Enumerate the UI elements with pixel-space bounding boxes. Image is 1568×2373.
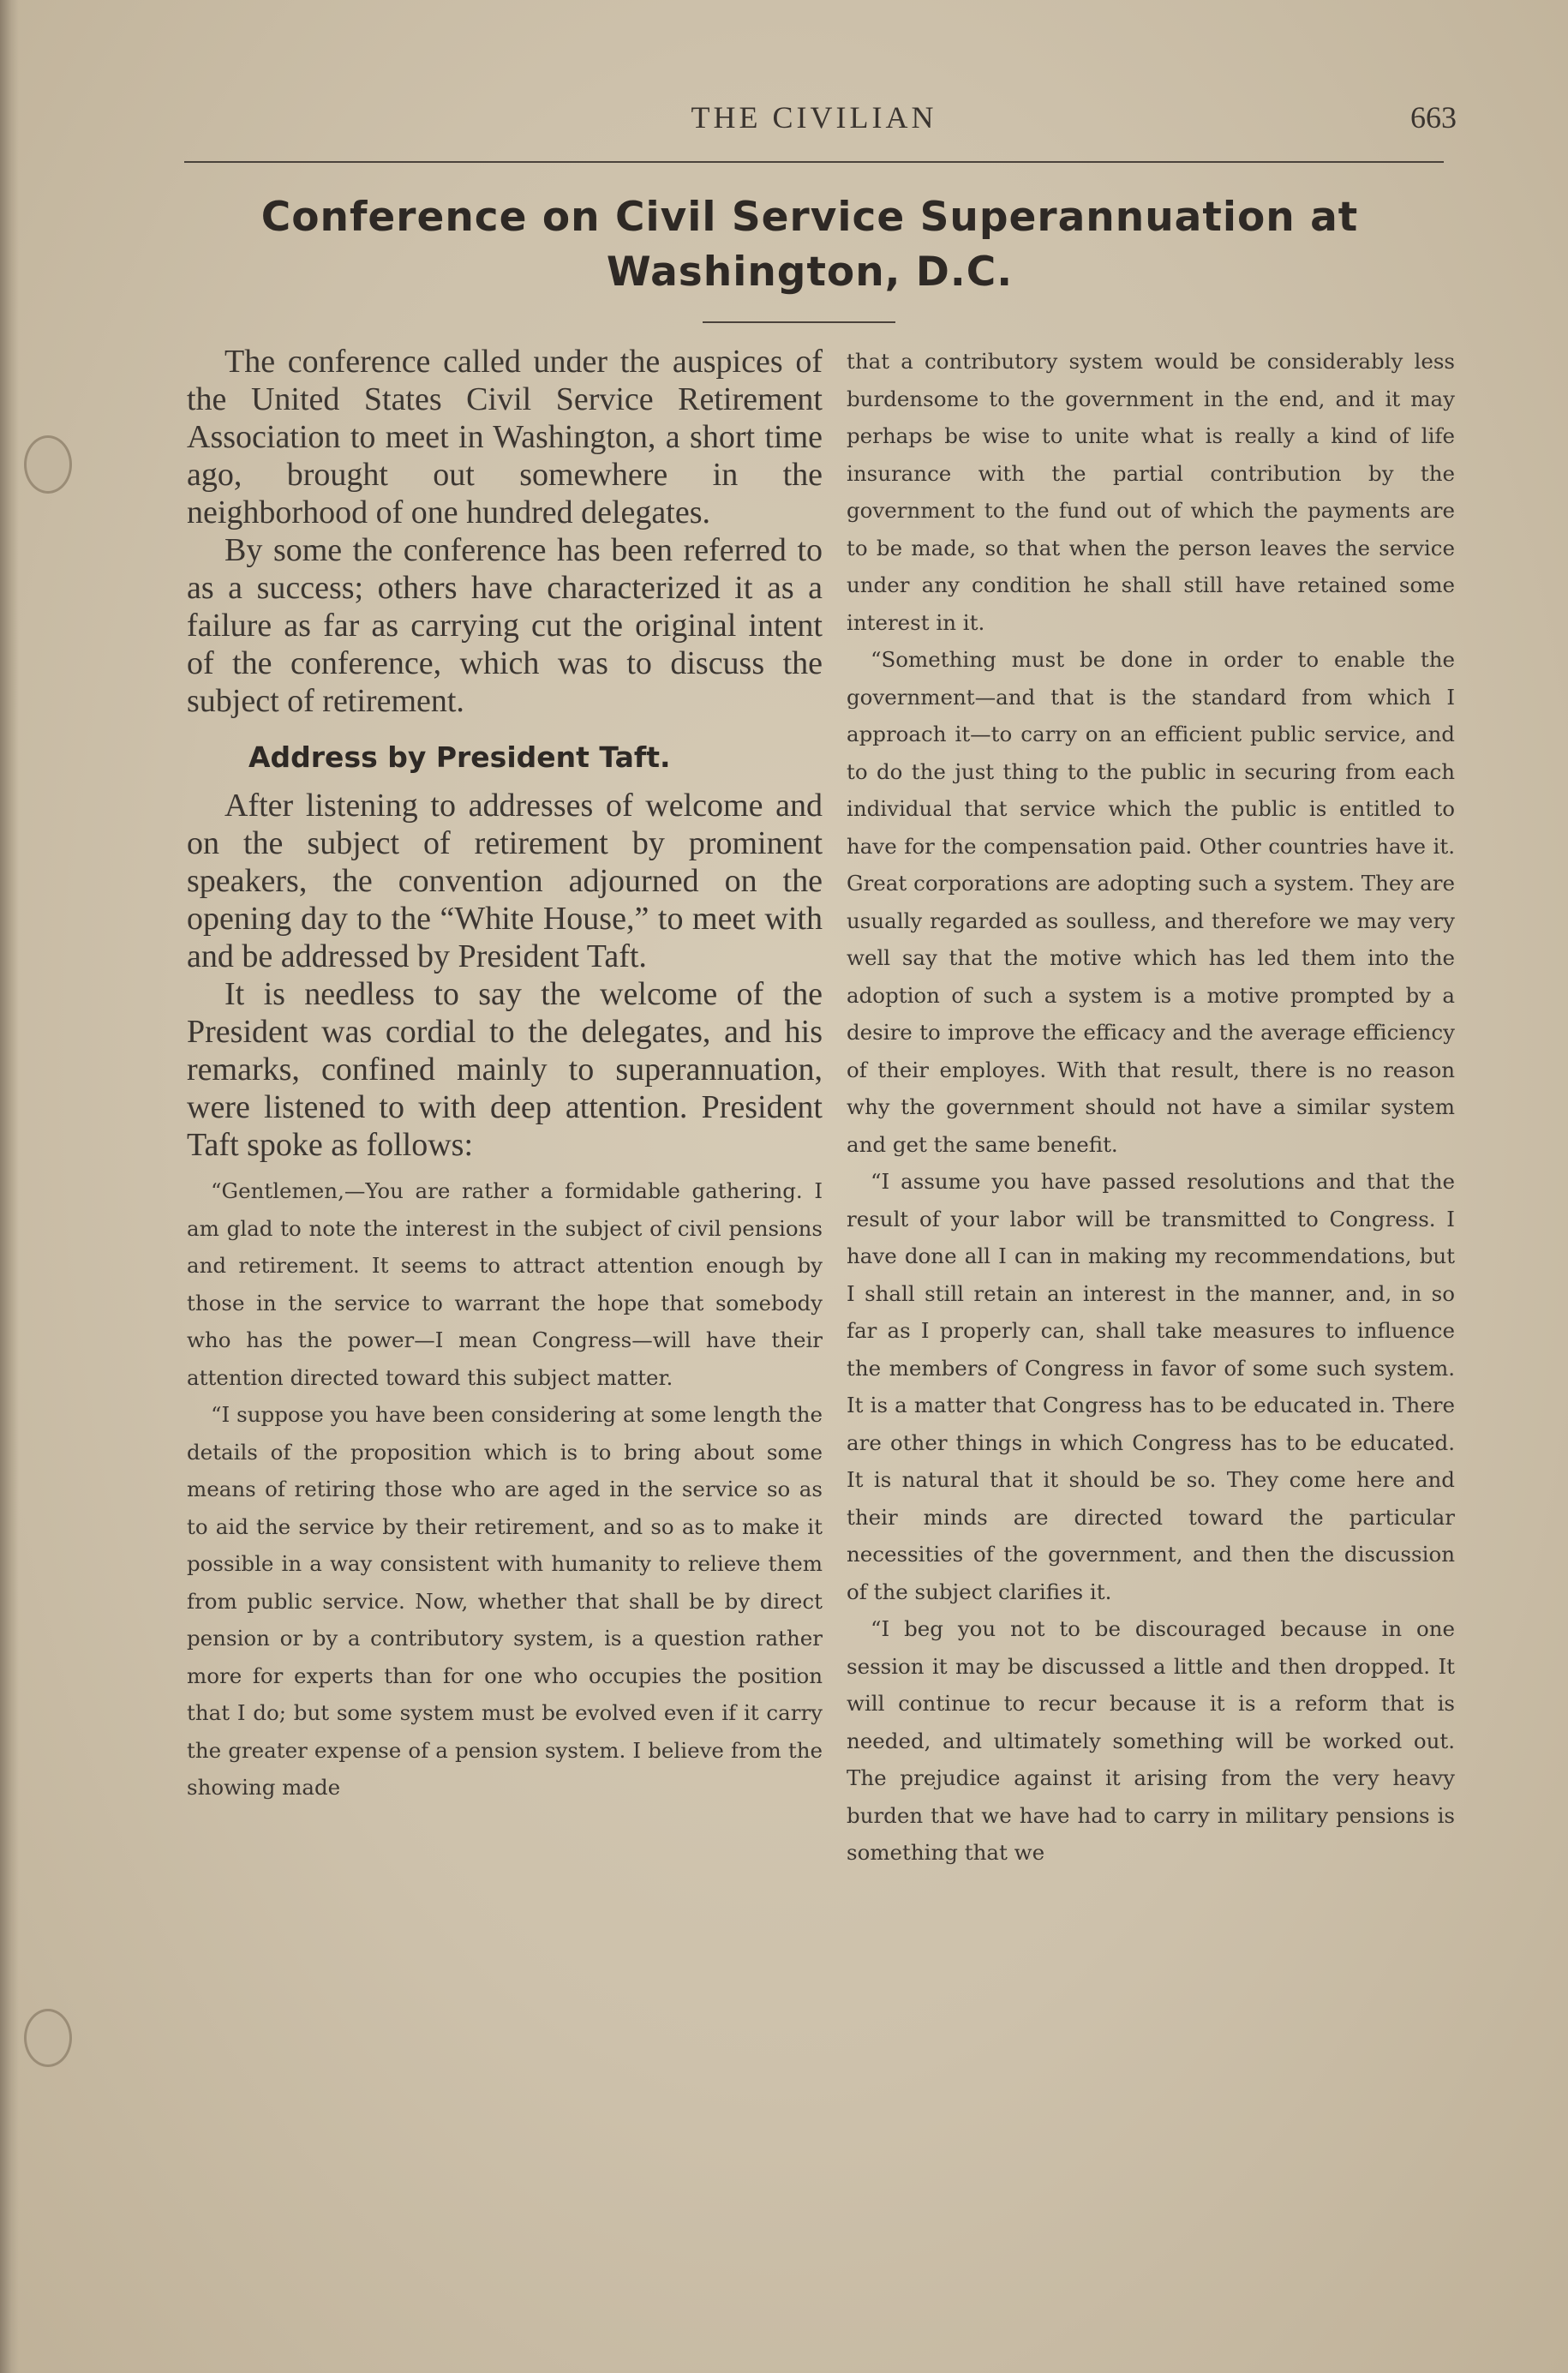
speech-paragraph: “I suppose you have been considering at some length the details of the proposition which is to bring about some means of retiring those who are aged in the service so as to aid the service by their retirement, and so as to make it possible in a way consistent with humanity to relieve them from public service. Now, whether that shall be by direct pension or by a contributory system, is a question rather more for experts than for one who occupies the position that I do; but some system must be evolved even if it carry the greater expense of a pension system. I believe from the showing made [187, 1402, 823, 1800]
intro-paragraph: By some the conference has been referred to as a success; others have characterized it as a failure as far as carrying cut the original intent of the conference, which was to discuss the subject of retirement. [187, 532, 823, 719]
section-subheading: Address by President Taft. [248, 740, 671, 774]
speech-paragraph: “I beg you not to be discouraged because in one session it may be discussed a little and then dropped. It will continue to recur because it is a reform that is needed, and ultimately something will be worked out. The prejudice against it arising from the very heavy burden that we have had to carry in military pensions is something that we [847, 1616, 1455, 1865]
header-rule [184, 161, 1444, 163]
body-paragraph: After listening to addresses of welcome and on the subject of retirement by prominent speakers, the convention adjourned on the opening day to the “White House,” to meet with and be addressed by President Taft. [187, 788, 823, 974]
binding-edge [0, 0, 19, 2373]
speech-paragraph-continued: that a contributory system would be considerably less burdensome to the government in the end, and it may perhaps be wise to unite what is really a kind of life insurance with the partial contribution by the government to the fund out of which the payments are to be made, so that when the person leaves the service under any condition he shall still have retained some interest in it. [847, 349, 1455, 635]
binding-hole-top [24, 435, 72, 494]
running-header-title: THE CIVILIAN [691, 100, 937, 135]
speech-paragraph: “Gentlemen,—You are rather a formidable gathering. I am glad to note the interest in the subject of civil pensions and retirement. It seems to attract attention enough by those in the service to warrant the hope that somebody who has the power—I mean Congress—will have their attention directed toward this subject matter. [187, 1178, 823, 1390]
body-paragraph: It is needless to say the welcome of the President was cordial to the delegates, and his remarks, confined mainly to superannuation, were listened to with deep attention. President Taft spoke as follows: [187, 976, 823, 1163]
intro-paragraph: The conference called under the auspices of the United States Civil Service Retirement Association to meet in Washington, a short time ago, brought out somewhere in the neighborhood of one hundred delegates. [187, 344, 823, 530]
article-title: Conference on Civil Service Superannuation at Washington, D.C. [260, 194, 1359, 296]
binding-hole-bottom [24, 2009, 72, 2067]
left-column [187, 343, 823, 1807]
title-rule [703, 321, 895, 323]
speech-paragraph: “Something must be done in order to enable the government—and that is the standard from which I approach it—to carry on an efficient public service, and to do the just thing to the public in securing from each individual that service which the public is entitled to have for the compensation paid. Other countries have it. Great corporations are adopting such a system. They are usually regarded as soulless, and therefore we may very well say that the motive which has led them into the adoption of such a system is a motive prompted by a desire to improve the efficacy and the average efficiency of their employes. With that result, there is no reason why the government should not have a similar system and get the same benefit. [847, 647, 1455, 1157]
speech-paragraph: “I assume you have passed resolutions and that the result of your labor will be transmitted to Congress. I have done all I can in making my recommendations, but I shall still retain an interest in the manner, and, in so far as I properly can, shall take measures to influence the members of Congress in favor of some such system. It is a matter that Congress has to be educated in. There are other things in which Congress has to be educated. It is natural that it should be so. They come here and their minds are directed toward the particular necessities of the government, and then the discussion of the subject clarifies it. [847, 1169, 1455, 1604]
right-column [847, 343, 1455, 1872]
page-number: 663 [1410, 100, 1457, 135]
